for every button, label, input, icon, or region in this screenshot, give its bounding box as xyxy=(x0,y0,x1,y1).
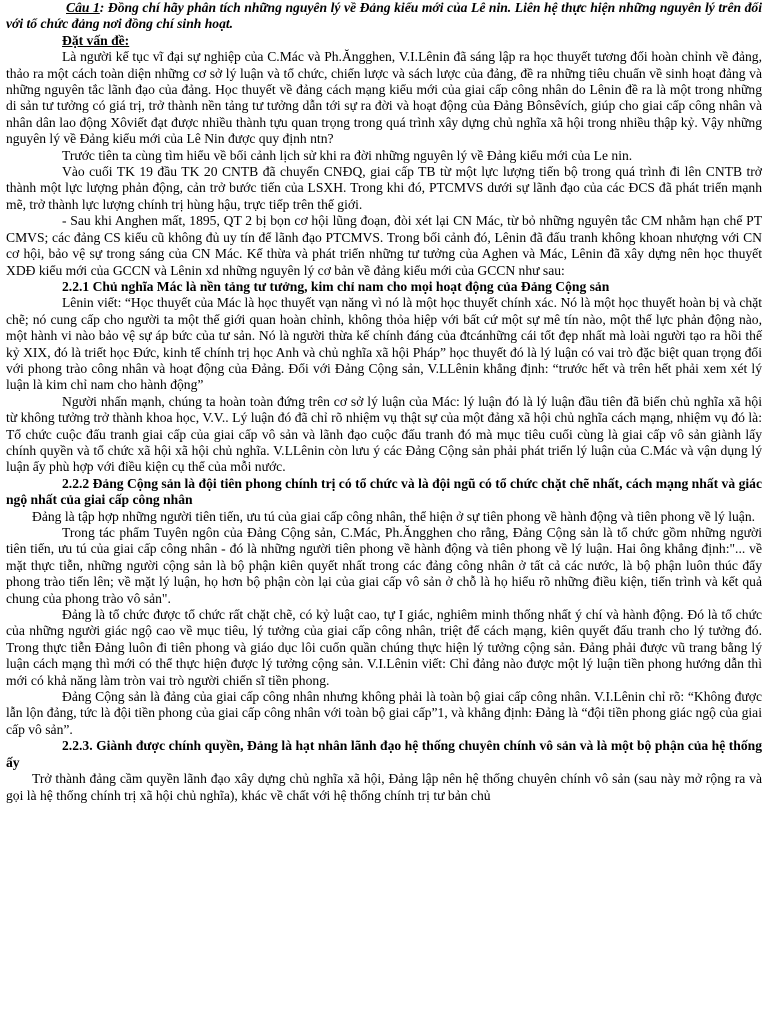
body-paragraph: Đảng Cộng sản là đảng của giai cấp công nhân nhưng không phải là toàn bộ giai cấp công nhân. V.I.Lênin chỉ rõ: “Không được lẫn lộn đảng, tức là đội tiền phong của giai cấp công nhân với toàn bộ giai cấp”1, và khẳng định: Đảng là “đội tiền phong giác ngộ của giai cấp vô sản”. xyxy=(6,689,762,737)
question-label: Câu 1 xyxy=(66,0,100,15)
body-paragraph: Người nhấn mạnh, chúng ta hoàn toàn đứng trên cơ sở lý luận của Mác: lý luận đó là lý luận đầu tiên đã biến chủ nghĩa xã hội từ không tưởng trở thành khoa học, V.V.. Lý luận đó đã chỉ rõ nhiệm vụ thật sự của một đảng xã hội chủ nghĩa cách mạng, nhiệm vụ đó là: Tổ chức cuộc đấu tranh giai cấp của giai cấp vô sản và lãnh đạo cuộc đấu tranh đó mà mục tiêu cuối cùng là giai cấp vô sản giành lấy chính quyền và tổ chức xã hội xã hội chủ nghĩa. V.LLênin còn lưu ý các Đảng Cộng sản phải phát triển lý luận của C.Mác và vận dụng lý luận ấy phù hợp với điều kiện cụ thể của mỗi nước. xyxy=(6,393,762,475)
body-paragraph: Lênin viết: “Học thuyết của Mác là học thuyết vạn năng vì nó là một học thuyết chính xác. Nó là một học thuyết hoàn bị và chặt chẽ; nó cung cấp cho người ta một thế giới quan hoàn chỉnh, không thỏa hiệp với bất cứ một sự mê tín nào, một thế lực phản động nào, một hành vi nào bảo vệ sự áp bức của tư sản. Nó là người thừa kế chính đáng của đtcánhững cái tốt đẹp nhất mà loài người tạo ra hồi thế kỷ XIX, đó là triết học Đức, kinh tế chính trị học Anh và chủ nghĩa xã hội Pháp” học thuyết đó là lý luận có vai trò đặc biệt quan trọng đối với phong trào công nhân và hoạt động của Đảng. Đối với Đảng Cộng sản, V.LLênin khẳng định: “trước hết và trên hết phải xem xét lý luận là kim chỉ nam cho hành động” xyxy=(6,295,762,393)
intro-paragraph: Vào cuối TK 19 đầu TK 20 CNTB đã chuyển CNĐQ, giai cấp TB từ một lực lượng tiến bộ trong quá trình đi lên CNTB trở thành một lực lượng phản động, cản trở bước tiến của LSXH. Trong khi đó, PTCMVS dưới sự lãnh đạo của các ĐCS đã phát triển mạnh mẽ, trở thành lực lượng chính trị hùng hậu, trực tiếp trên thế giới. xyxy=(6,164,762,212)
dat-van-de-heading: Đặt vấn đề: xyxy=(62,32,130,48)
body-paragraph: Đảng là tập hợp những người tiên tiến, ưu tú của giai cấp công nhân, thể hiện ở sự tiên phong về hành động và tiên phong về lý luận. xyxy=(32,508,756,524)
question-heading xyxy=(6,0,762,33)
question-text: : Đồng chí hãy phân tích những nguyên lý về Đảng kiểu mới của Lê nin. Liên hệ thực hiện những nguyên lý trên đối với tổ chức đảng nơi đồng chí sinh hoạt. xyxy=(6,0,762,32)
section-heading: 2.2.1 Chủ nghĩa Mác là nền tảng tư tưởng, kim chỉ nam cho mọi hoạt động của Đảng Cộng sản xyxy=(62,278,610,294)
section-heading: 2.2.2 Đảng Cộng sản là đội tiên phong chính trị có tổ chức và là đội ngũ có tổ chức chặt chẽ nhất, cách mạng nhất và giác ngộ nhất của giai cấp công nhân xyxy=(6,475,762,508)
intro-paragraph: - Sau khi Anghen mất, 1895, QT 2 bị bọn cơ hội lũng đoạn, đòi xét lại CN Mác, từ bỏ những nguyên tắc CM nhằm hạn chế PT CMVS; các đảng CS kiểu cũ không đủ uy tín để lãnh đạo PTCMVS. Trong bối cảnh đó, Lênin đã đấu tranh không khoan nhượng với CN cơ hội, bảo vệ sự trong sáng của CN Mác. Kế thừa và phát triển những tư tưởng của Aghen và Mác, Lênin đã xây dựng nên học thuyết XDĐ kiểu mới của GCCN và Lênin xd những nguyên lý cơ bản về đảng kiểu mới của GCCN như sau: xyxy=(6,213,762,278)
intro-paragraph: Trước tiên ta cùng tìm hiểu về bối cảnh lịch sử khi ra đời những nguyên lý về Đảng kiểu mới của Le nin. xyxy=(62,147,633,163)
intro-paragraph: Là người kế tục vĩ đại sự nghiệp của C.Mác và Ph.Ăngghen, V.I.Lênin đã sáng lập ra học thuyết tương đối hoàn chỉnh về đảng, thảo ra một cách toàn diện những cơ sở lý luận và tổ chức, chiến lược và sách lược của đảng, đề ra những tiêu chuẩn về sinh hoạt đảng và những nguyên tắc lãnh đạo của đảng. Học thuyết về đảng cách mạng kiểu mới của giai cấp công nhân do Lênin đề ra là một trong những di sản tư tưởng có giá trị, trở thành nền tảng tư tưởng dẫn tới sự ra đời và hoạt động của Đảng Bônsêvích, giúp cho giai cấp công nhân và nhân dân lao động Xôviết đạt được nhiều thành tựu quan trọng trong quá trình xây dựng chủ nghĩa xã hội trong nhiều thập kỷ. Vậy những nguyên lý về Đảng kiểu mới của Lê Nin được quy định ntn? xyxy=(6,49,762,147)
body-paragraph: Trong tác phẩm Tuyên ngôn của Đảng Cộng sản, C.Mác, Ph.Ăngghen cho rằng, Đảng Cộng sản là tổ chức gồm những người tiên tiến, ưu tú của giai cấp công nhân - đó là những người tiên phong về hành động và tiên phong về lý luận. Hai ông khẳng định:"... về mặt thực tiễn, những người cộng sản là bộ phận kiên quyết nhất trong các đảng công nhân ở tất cả các nước, là bộ phận luôn thúc đẩy phong trào tiến lên; về mặt lý luận, họ hơn bộ phận còn lại của giai cấp vô sản ở chỗ là họ hiểu rõ những điều kiện, tiến trình và kết quả chung của phong trào vô sản". xyxy=(6,525,762,606)
body-paragraph: Trở thành đảng cầm quyền lãnh đạo xây dựng chủ nghĩa xã hội, Đảng lập nên hệ thống chuyên chính vô sản (sau này mở rộng ra và gọi là hệ thống chính trị xã hội chủ nghĩa), khác về chất với hệ thống chính trị tư bản chủ xyxy=(6,771,762,803)
body-paragraph: Đảng là tổ chức được tổ chức rất chặt chẽ, có kỷ luật cao, tự I giác, nghiêm minh thống nhất ý chí và hành động. Đó là tổ chức của những người giác ngộ cao về mục tiêu, lý tưởng của giai cấp công nhân, triệt để cách mạng, kiên quyết đấu tranh cho lý tưởng đó. Trong thực tiễn Đảng luôn đi tiên phong và giáo dục lôi cuốn quần chúng thực hiện lý tưởng cộng sản. Đảng phải được vũ trang bằng lý luận cách mạng thì mới có thể thực hiện được lý tưởng cộng sản. V.I.Lênin viết: Chỉ đảng nào được một lý luận tiền phong hướng dẫn thì mới có khả năng làm tròn vai trò người chiến sĩ tiền phong. xyxy=(6,607,762,688)
section-heading: 2.2.3. Giành được chính quyền, Đảng là hạt nhân lãnh đạo hệ thống chuyên chính vô sản và là một bộ phận của hệ thống ấy xyxy=(6,738,762,770)
